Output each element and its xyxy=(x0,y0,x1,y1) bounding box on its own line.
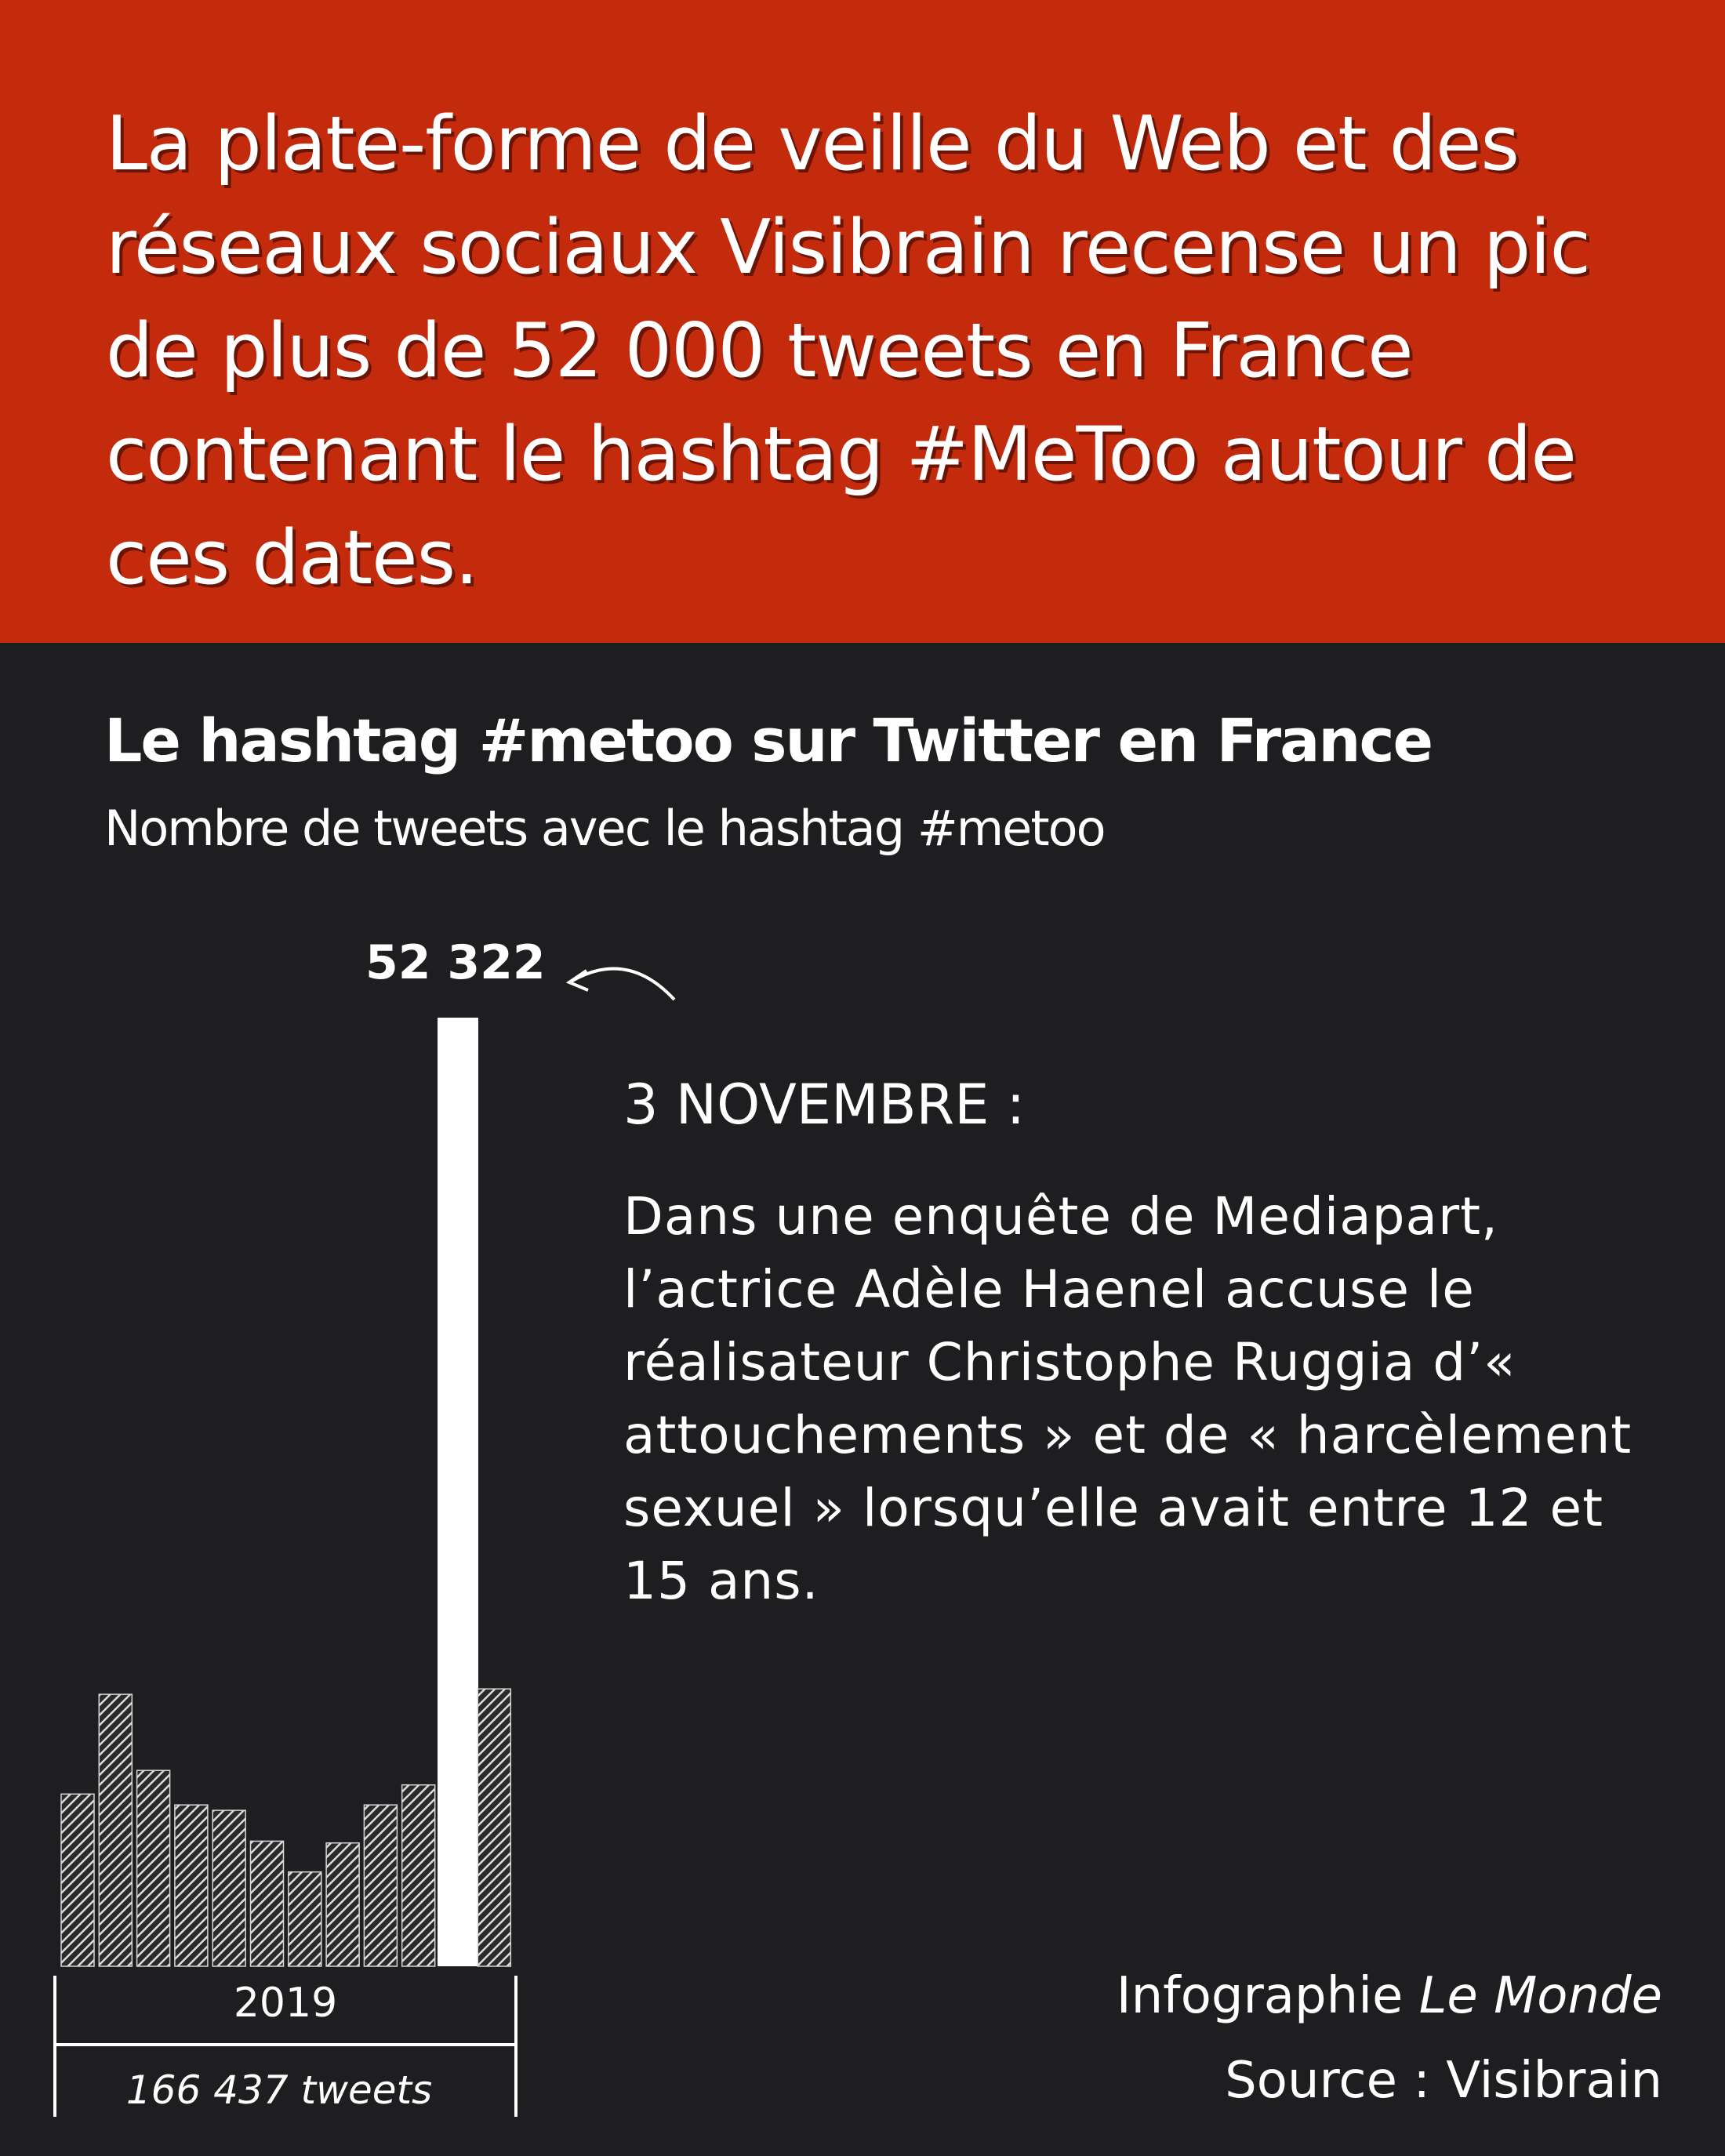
bar-1 xyxy=(99,1694,132,1966)
chart-subtitle: Nombre de tweets avec le hashtag #metoo xyxy=(104,800,1105,857)
credit xyxy=(1117,1954,1662,2123)
bar-3 xyxy=(175,1805,208,1966)
header-text: La plate-forme de veille du Web et des réseaux sociaux Visibrain recense un pic de plus de 52 000 tweets en France contenant le hashtag #MeToo autour de ces dates. xyxy=(106,101,1590,601)
bar-6 xyxy=(289,1872,321,1966)
total-label: 166 437 tweets xyxy=(125,2067,433,2113)
bar-2 xyxy=(137,1770,170,1966)
chart-title: Le hashtag #metoo sur Twitter en France xyxy=(104,706,1433,775)
bar-5 xyxy=(251,1841,284,1966)
annotation-heading: 3 NOVEMBRE : xyxy=(623,1073,1026,1137)
bar-11 xyxy=(478,1689,510,1966)
header-banner xyxy=(0,0,1725,643)
period-label: 2019 xyxy=(233,1980,338,2027)
bar-9 xyxy=(402,1785,435,1966)
credit-source: Source : Visibrain xyxy=(1225,2052,1662,2110)
bar-8 xyxy=(364,1805,397,1966)
bar-0 xyxy=(61,1794,94,1966)
arrow-curve xyxy=(571,969,674,1000)
peak-data-label: 52 322 xyxy=(365,935,546,990)
bar-10 xyxy=(438,1018,478,1966)
credit-brand: Le Monde xyxy=(1418,1967,1662,2025)
bars-group xyxy=(61,1018,510,1966)
bar-7 xyxy=(326,1843,359,1966)
credit-prefix: Infographie xyxy=(1116,1967,1404,2025)
credit-line xyxy=(1117,1954,1662,2038)
bar-chart xyxy=(0,925,706,2132)
bar-4 xyxy=(212,1810,245,1966)
annotation-body: Dans une enquête de Mediapart, l’actrice Adèle Haenel accuse le réalisateur Christophe Ruggia d’« attouchements » et de « harcèlement sexuel » lorsqu’elle avait entre 12 et 15 ans. xyxy=(623,1186,1632,1611)
